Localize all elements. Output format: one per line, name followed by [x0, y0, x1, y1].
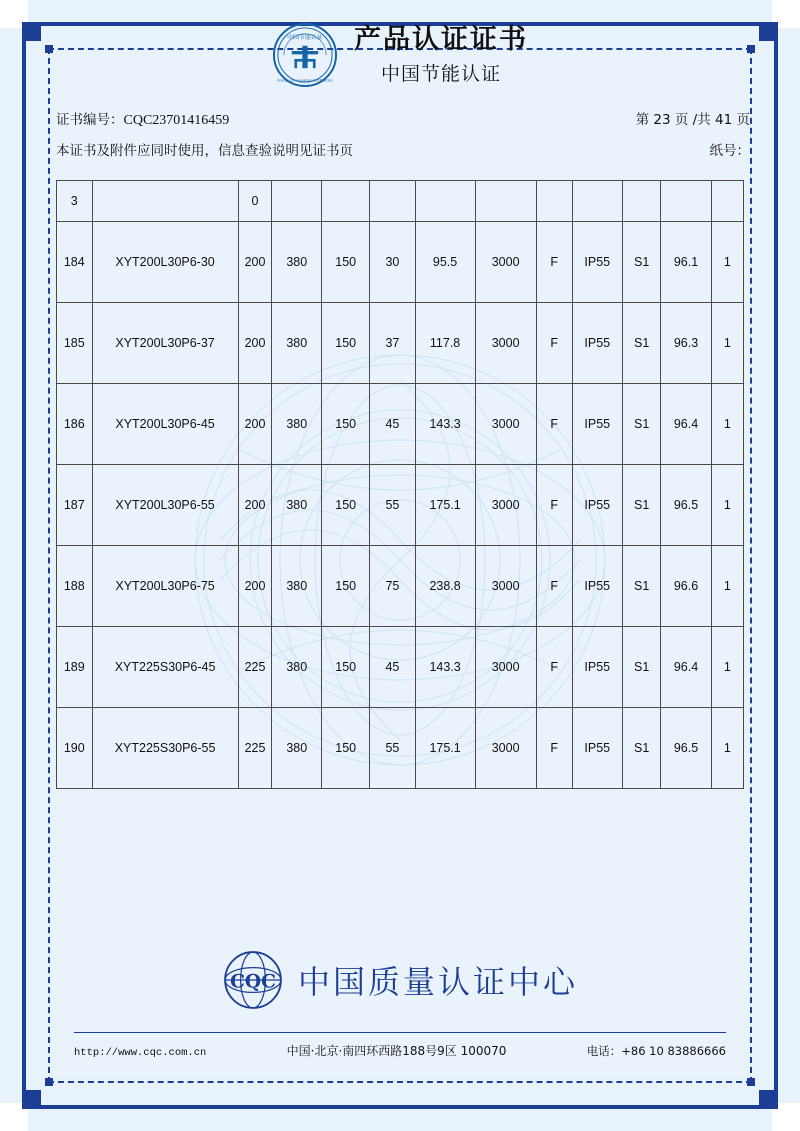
- table-row: [57, 708, 744, 789]
- cell-frequency: 150: [322, 708, 370, 789]
- page-subtitle: 中国节能认证: [380, 63, 501, 86]
- cell-model: XYT200L30P6-37: [92, 303, 238, 384]
- paper-no-label: 纸号：: [709, 143, 750, 159]
- cell-power: 45: [370, 384, 415, 465]
- cell-current: 117.8: [415, 303, 475, 384]
- cell-frame-size: 200: [238, 546, 272, 627]
- cell-energy-grade: 1: [711, 384, 743, 465]
- cell-frame-size: 0: [238, 181, 272, 222]
- cqc-globe-logo-icon: [222, 949, 284, 1011]
- cell-energy-grade: 1: [711, 303, 743, 384]
- svg-text:Energy Conservation Certificat: Energy Conservation Certification: [277, 78, 333, 83]
- cell-frame-size: 225: [238, 627, 272, 708]
- cell-model: XYT200L30P6-30: [92, 222, 238, 303]
- cell-index: 188: [57, 546, 93, 627]
- page-indicator: 第 23 页 /共 41 页: [635, 112, 750, 128]
- cell-insulation-class: F: [536, 708, 572, 789]
- cell-current: 238.8: [415, 546, 475, 627]
- cell-speed: 3000: [475, 627, 536, 708]
- cell-energy-grade: 1: [711, 708, 743, 789]
- cell-current: 175.1: [415, 708, 475, 789]
- cell-frequency: [322, 181, 370, 222]
- cell-model: XYT200L30P6-75: [92, 546, 238, 627]
- cell-protection-class: IP55: [572, 708, 622, 789]
- cell-energy-grade: 1: [711, 465, 743, 546]
- cell-energy-grade: 1: [711, 222, 743, 303]
- cell-frequency: 150: [322, 222, 370, 303]
- cell-frequency: 150: [322, 627, 370, 708]
- cell-speed: 3000: [475, 384, 536, 465]
- usage-notice: 本证书及附件应同时使用，信息查验说明见证书页: [56, 143, 353, 159]
- cell-model: XYT225S30P6-45: [92, 627, 238, 708]
- cell-duty-type: [622, 181, 661, 222]
- cell-protection-class: [572, 181, 622, 222]
- cell-frame-size: 200: [238, 465, 272, 546]
- spec-table-wrapper: [56, 180, 744, 789]
- cell-frequency: 150: [322, 465, 370, 546]
- cell-protection-class: IP55: [572, 465, 622, 546]
- cell-energy-grade: 1: [711, 546, 743, 627]
- cell-duty-type: S1: [622, 546, 661, 627]
- spec-table: [56, 180, 744, 789]
- cell-power: [370, 181, 415, 222]
- cert-no-label: 证书编号：: [56, 112, 124, 128]
- cell-frequency: 150: [322, 384, 370, 465]
- cell-speed: [475, 181, 536, 222]
- svg-text:中国节能认证: 中国节能认证: [287, 34, 323, 42]
- certificate-meta: [56, 108, 760, 169]
- cell-voltage: 380: [272, 708, 322, 789]
- cell-voltage: 380: [272, 465, 322, 546]
- cell-current: 143.3: [415, 384, 475, 465]
- cell-duty-type: S1: [622, 465, 661, 546]
- cell-model: XYT200L30P6-55: [92, 465, 238, 546]
- cell-protection-class: IP55: [572, 627, 622, 708]
- cell-power: 55: [370, 465, 415, 546]
- cell-current: 143.3: [415, 627, 475, 708]
- cert-no-value: CQC23701416459: [123, 113, 230, 128]
- cell-efficiency: 96.4: [661, 384, 711, 465]
- cell-index: 187: [57, 465, 93, 546]
- cell-duty-type: S1: [622, 708, 661, 789]
- cell-frequency: 150: [322, 303, 370, 384]
- cell-index: 185: [57, 303, 93, 384]
- cell-efficiency: 96.5: [661, 465, 711, 546]
- cell-speed: 3000: [475, 222, 536, 303]
- cqc-energy-seal-icon: [272, 22, 338, 88]
- cell-frequency: 150: [322, 546, 370, 627]
- footer-org-name: 中国质量认证中心: [297, 963, 578, 1001]
- cell-energy-grade: 1: [711, 627, 743, 708]
- cell-index: 184: [57, 222, 93, 303]
- cell-insulation-class: F: [536, 546, 572, 627]
- cell-power: 75: [370, 546, 415, 627]
- footer-divider: [74, 1032, 726, 1033]
- cell-insulation-class: F: [536, 303, 572, 384]
- cell-duty-type: S1: [622, 627, 661, 708]
- cell-frame-size: 225: [238, 708, 272, 789]
- footer-logo-block: [0, 949, 800, 1011]
- cell-frame-size: 200: [238, 303, 272, 384]
- cell-model: [92, 181, 238, 222]
- cell-duty-type: S1: [622, 303, 661, 384]
- footer-address: 中国·北京·南四环西路188号9区 100070: [286, 1044, 507, 1058]
- cell-duty-type: S1: [622, 384, 661, 465]
- svg-text:CQC: CQC: [230, 971, 276, 993]
- cell-index: 190: [57, 708, 93, 789]
- cell-voltage: 380: [272, 627, 322, 708]
- cell-efficiency: 96.6: [661, 546, 711, 627]
- cell-current: 175.1: [415, 465, 475, 546]
- footer-telephone: 电话：+86 10 83886666: [586, 1044, 726, 1058]
- cell-frame-size: 200: [238, 384, 272, 465]
- cell-power: 45: [370, 627, 415, 708]
- cell-voltage: 380: [272, 222, 322, 303]
- table-row: [57, 181, 744, 222]
- cell-current: [415, 181, 475, 222]
- cell-power: 55: [370, 708, 415, 789]
- cell-voltage: 380: [272, 384, 322, 465]
- cell-speed: 3000: [475, 708, 536, 789]
- cell-efficiency: 96.4: [661, 627, 711, 708]
- certificate-header: [0, 22, 800, 88]
- page-title: 产品认证证书: [354, 23, 528, 55]
- cell-duty-type: S1: [622, 222, 661, 303]
- cell-efficiency: 96.3: [661, 303, 711, 384]
- cell-model: XYT200L30P6-45: [92, 384, 238, 465]
- cell-insulation-class: F: [536, 222, 572, 303]
- cell-energy-grade: [711, 181, 743, 222]
- ornament-bottom-left: [26, 1059, 72, 1105]
- footer-info: [74, 1042, 726, 1059]
- cell-speed: 3000: [475, 465, 536, 546]
- cell-efficiency: [661, 181, 711, 222]
- cell-protection-class: IP55: [572, 222, 622, 303]
- footer-website-link[interactable]: http://www.cqc.com.cn: [74, 1047, 207, 1059]
- cell-index: 189: [57, 627, 93, 708]
- table-row: [57, 303, 744, 384]
- cell-protection-class: IP55: [572, 546, 622, 627]
- cell-efficiency: 96.1: [661, 222, 711, 303]
- table-row: [57, 546, 744, 627]
- cell-power: 37: [370, 303, 415, 384]
- table-row: [57, 465, 744, 546]
- cell-voltage: 380: [272, 546, 322, 627]
- table-row: [57, 384, 744, 465]
- cell-speed: 3000: [475, 546, 536, 627]
- cell-index: 186: [57, 384, 93, 465]
- cell-voltage: 380: [272, 303, 322, 384]
- cell-protection-class: IP55: [572, 384, 622, 465]
- cell-current: 95.5: [415, 222, 475, 303]
- cell-efficiency: 96.5: [661, 708, 711, 789]
- cell-protection-class: IP55: [572, 303, 622, 384]
- cell-voltage: [272, 181, 322, 222]
- cell-insulation-class: [536, 181, 572, 222]
- cell-model: XYT225S30P6-55: [92, 708, 238, 789]
- cell-power: 30: [370, 222, 415, 303]
- cell-index: 3: [57, 181, 93, 222]
- cell-speed: 3000: [475, 303, 536, 384]
- ornament-bottom-right: [728, 1059, 774, 1105]
- table-row: [57, 222, 744, 303]
- cell-insulation-class: F: [536, 384, 572, 465]
- cell-insulation-class: F: [536, 627, 572, 708]
- cell-insulation-class: F: [536, 465, 572, 546]
- cell-frame-size: 200: [238, 222, 272, 303]
- table-row: [57, 627, 744, 708]
